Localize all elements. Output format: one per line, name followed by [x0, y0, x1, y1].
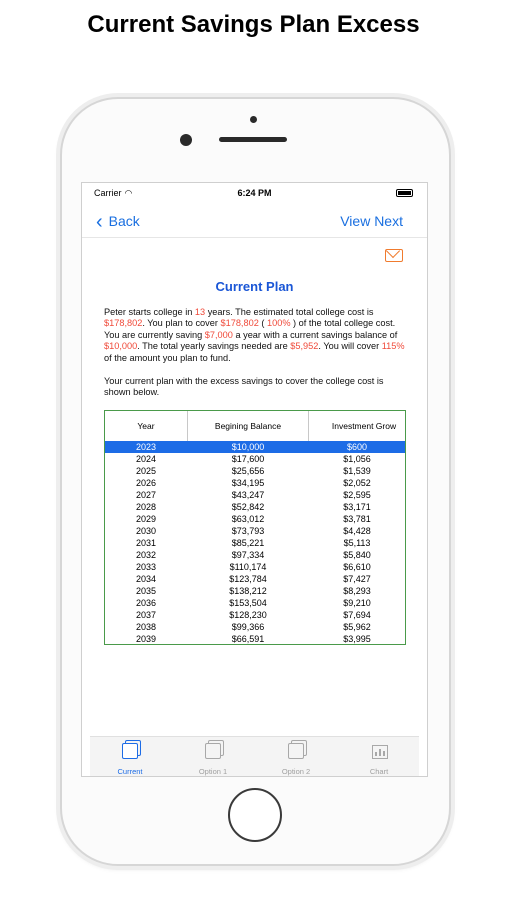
- year-cell: 2029: [135, 514, 157, 524]
- beginning-balance-cell: $123,784: [229, 574, 267, 584]
- year-cell: 2036: [135, 598, 157, 608]
- tab-label: Current: [117, 767, 143, 776]
- investment-growth-cell: $8,293: [343, 586, 371, 596]
- investment-growth-cell: $6,610: [343, 562, 371, 572]
- navigation-bar: [82, 205, 427, 238]
- tab-option-1[interactable]: [173, 737, 253, 777]
- table-row[interactable]: [105, 465, 405, 477]
- page-title: Current Savings Plan Excess: [87, 11, 420, 38]
- table-row[interactable]: [105, 549, 405, 561]
- column-header-investment-growth[interactable]: Investment Grow: [309, 411, 406, 441]
- table-row[interactable]: [105, 525, 405, 537]
- summary-text: . You plan to cover: [142, 318, 221, 329]
- table-row[interactable]: [105, 513, 405, 525]
- beginning-balance-cell: $10,000: [231, 442, 265, 452]
- investment-growth-cell: $5,962: [343, 622, 371, 632]
- table-header: [105, 411, 405, 441]
- tab-chart[interactable]: [339, 737, 419, 777]
- tab-current[interactable]: [90, 737, 170, 777]
- beginning-balance-cell: $17,600: [231, 454, 265, 464]
- investment-growth-cell: $3,995: [343, 634, 371, 644]
- investment-growth-cell: $7,427: [343, 574, 371, 584]
- beginning-balance-cell: $52,842: [231, 502, 265, 512]
- front-sensor: [250, 116, 257, 123]
- table-body: [105, 441, 405, 645]
- column-header-beginning-balance[interactable]: Begining Balance: [188, 411, 309, 441]
- wifi-icon: ◠: [124, 188, 133, 198]
- earpiece-speaker: [219, 137, 287, 142]
- front-camera: [180, 134, 192, 146]
- year-cell: 2038: [135, 622, 157, 632]
- beginning-balance-cell: $25,656: [231, 466, 265, 476]
- table-row[interactable]: [105, 561, 405, 573]
- balance-value: $10,000: [104, 341, 138, 352]
- beginning-balance-cell: $99,366: [231, 622, 265, 632]
- status-time: 6:24 PM: [237, 188, 272, 198]
- table-row[interactable]: [105, 621, 405, 633]
- squares-icon-front: [122, 743, 138, 759]
- year-cell: 2037: [135, 610, 157, 620]
- option-1-icon-front: [205, 743, 221, 759]
- year-cell: 2033: [135, 562, 157, 572]
- bar-chart-icon: [372, 745, 388, 759]
- investment-growth-cell: $9,210: [343, 598, 371, 608]
- table-row[interactable]: [105, 501, 405, 513]
- table-row[interactable]: [105, 453, 405, 465]
- table-row[interactable]: [105, 585, 405, 597]
- investment-growth-cell: $4,428: [343, 526, 371, 536]
- summary-text: (: [258, 318, 267, 329]
- table-row[interactable]: [105, 609, 405, 621]
- years-value: 13: [194, 307, 206, 317]
- option-2-icon-front: [288, 743, 304, 759]
- cover-percent-value: 115%: [381, 341, 405, 352]
- investment-growth-cell: $2,595: [343, 490, 371, 500]
- beginning-balance-cell: $66,591: [231, 634, 265, 644]
- year-cell: 2035: [135, 586, 157, 596]
- beginning-balance-cell: $63,012: [231, 514, 265, 524]
- beginning-balance-cell: $97,334: [231, 550, 265, 560]
- table-row[interactable]: [105, 477, 405, 489]
- beginning-balance-cell: $138,212: [229, 586, 267, 596]
- summary-text: years. The estimated total college cost is: [205, 307, 374, 317]
- beginning-balance-cell: $43,247: [231, 490, 265, 500]
- year-cell: 2028: [135, 502, 157, 512]
- year-cell: 2023: [135, 442, 157, 452]
- year-cell: 2031: [135, 538, 157, 548]
- section-title: Current Plan: [215, 279, 294, 294]
- app-screen: [81, 182, 428, 777]
- plan-percent-value: 100%: [266, 318, 291, 329]
- summary-text: Peter starts college in: [104, 307, 195, 317]
- table-row[interactable]: [105, 537, 405, 549]
- back-button[interactable]: [96, 211, 140, 234]
- tab-option-2[interactable]: [256, 737, 336, 777]
- investment-growth-cell: $600: [346, 442, 368, 452]
- tab-bar: [90, 736, 419, 777]
- chevron-left-icon: ‹: [96, 211, 103, 233]
- beginning-balance-cell: $34,195: [231, 478, 265, 488]
- beginning-balance-cell: $128,230: [229, 610, 267, 620]
- beginning-balance-cell: $110,174: [229, 562, 267, 572]
- mail-icon[interactable]: [385, 249, 403, 262]
- investment-growth-cell: $7,694: [343, 610, 371, 620]
- view-next-button[interactable]: View Next: [340, 213, 403, 229]
- summary-text: . The total yearly savings needed are: [137, 341, 291, 352]
- carrier-text: Carrier: [94, 188, 122, 198]
- beginning-balance-cell: $153,504: [229, 598, 267, 608]
- summary-text: . You will cover: [318, 341, 382, 352]
- table-row[interactable]: [105, 441, 405, 453]
- plan-summary: [104, 307, 409, 364]
- investment-growth-cell: $2,052: [343, 478, 371, 488]
- battery-icon: [396, 189, 413, 197]
- home-button[interactable]: [228, 788, 282, 842]
- year-cell: 2027: [135, 490, 157, 500]
- summary-text: ) of the total college cost. You are currently saving: [104, 318, 396, 340]
- investment-growth-cell: $1,056: [343, 454, 371, 464]
- status-bar: [82, 183, 427, 205]
- beginning-balance-cell: $73,793: [231, 526, 265, 536]
- tab-label: Option 2: [281, 767, 311, 776]
- back-label: Back: [108, 213, 140, 229]
- savings-table[interactable]: [104, 410, 406, 645]
- investment-growth-cell: $5,113: [343, 538, 371, 548]
- investment-growth-cell: $3,171: [343, 502, 371, 512]
- table-row[interactable]: [105, 489, 405, 501]
- tab-label: Chart: [369, 767, 389, 776]
- tab-label: Option 1: [198, 767, 228, 776]
- year-cell: 2026: [135, 478, 157, 488]
- needed-value: $5,952: [290, 341, 319, 352]
- table-row[interactable]: [105, 573, 405, 585]
- summary-text: of the amount you plan to fund.: [104, 352, 231, 363]
- plan-note: Your current plan with the excess savings to cover the college cost is shown below.: [104, 376, 384, 398]
- investment-growth-cell: $3,781: [343, 514, 371, 524]
- plan-cover-value: $178,802: [220, 318, 259, 329]
- year-cell: 2032: [135, 550, 157, 560]
- table-row[interactable]: [105, 633, 405, 645]
- table-row[interactable]: [105, 597, 405, 609]
- saving-value: $7,000: [204, 329, 233, 340]
- year-cell: 2030: [135, 526, 157, 536]
- year-cell: 2024: [135, 454, 157, 464]
- summary-text: a year with a current savings balance of: [232, 329, 398, 340]
- investment-growth-cell: $1,539: [343, 466, 371, 476]
- year-cell: 2025: [135, 466, 157, 476]
- investment-growth-cell: $5,840: [343, 550, 371, 560]
- column-header-year[interactable]: Year: [105, 411, 188, 441]
- year-cell: 2039: [135, 634, 157, 644]
- year-cell: 2034: [135, 574, 157, 584]
- total-cost-value: $178,802: [104, 318, 143, 329]
- beginning-balance-cell: $85,221: [231, 538, 265, 548]
